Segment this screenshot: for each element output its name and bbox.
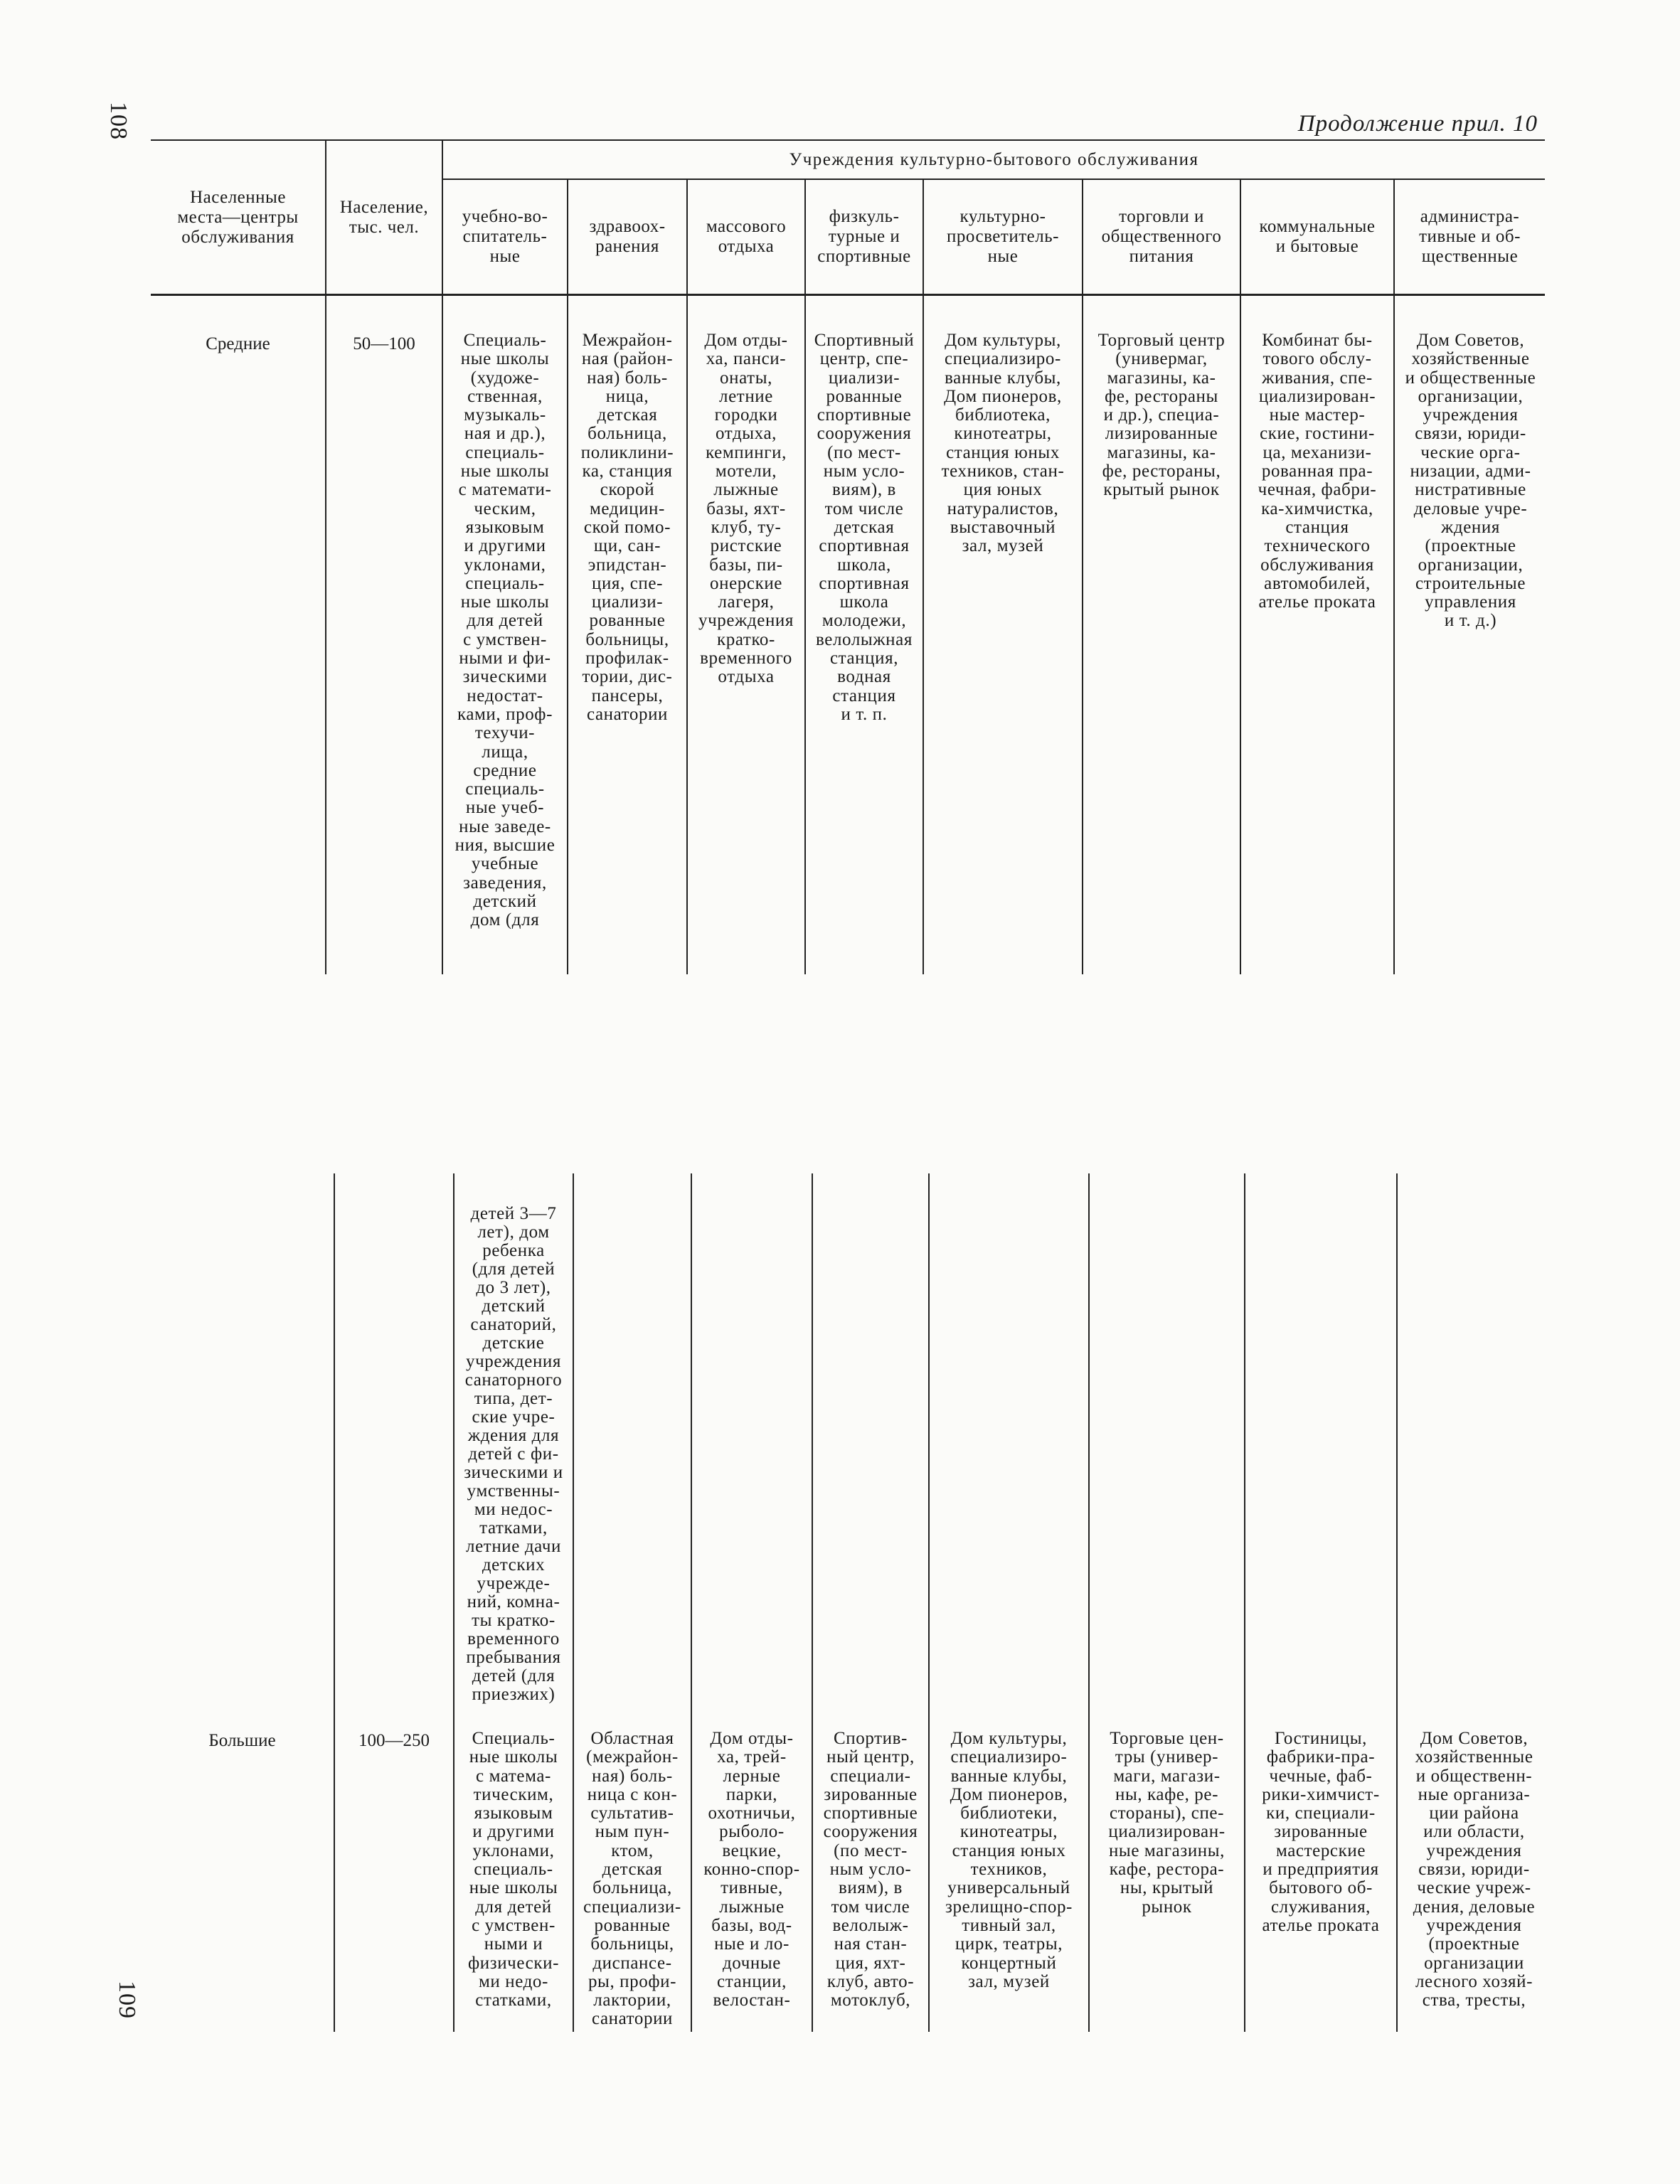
cell-large-cultural: Дом культуры, специализиро- ванные клубы, Дом пионеров, библиотеки, кинотеатры, станция юных техников, универсальный зрелищно-спор- тивный зал, цирк, театры, концертный зал, музей <box>945 1729 1073 1991</box>
continuation-caption: Продолжение прил. 10 <box>1297 111 1538 137</box>
header-col-communal: коммунальные и бытовые <box>1259 217 1376 256</box>
header-institutions-group: Учреждения культурно-бытового обслуживания <box>789 149 1199 169</box>
cell-medium-recreation: Дом отды- ха, панси- онаты, летние городки отдыха, кемпинги, мотели, лыжные базы, яхт- клуб, ту- ристские базы, пи- онерские лагеря, учреждения кратко- временного отдыха <box>698 331 794 687</box>
column-divider <box>334 1173 335 2032</box>
cell-large-trade: Торговые цен- тры (универ- маги, магази- ны, кафе, ре- стораны), спе- циализирован- ные магазины, кафе, рестора- ны, крытый рынок <box>1108 1729 1226 1917</box>
header-settlements: Населенные места—центры обслуживания <box>177 187 299 247</box>
header-col-cultural: культурно- просветитель- ные <box>947 207 1059 266</box>
row-label-medium: Средние <box>206 334 270 353</box>
cell-large-communal: Гостиницы, фабрики-пра- чечные, фаб- рики-химчист- ки, специали- зированные мастерские и предприятия бытового об- служивания, ателье проката <box>1262 1729 1380 1935</box>
header-col-sports: физкуль- турные и спортивные <box>817 207 911 266</box>
cell-large-administrative: Дом Советов, хозяйственные и общественн- ные организа- ции района или области, учреждения связи, юриди- ческие учреж- дения, деловые учреждения (проектные организации лесного хозяй- ства, тресты, <box>1413 1729 1536 2010</box>
column-divider <box>1082 179 1083 974</box>
cell-medium-trade: Торговый центр (универмаг, магазины, ка- фе, рестораны и др.), специа- лизированные магазины, ка- фе, рестораны, крытый рынок <box>1097 331 1226 500</box>
header-col-administrative: администра- тивные и об- щественные <box>1419 207 1521 266</box>
header-col-health: здравоох- ранения <box>589 217 666 256</box>
cell-medium-educational: Специаль- ные школы (художе- ственная, музыкаль- ная и др.), специаль- ные школы с математи- ческим, языковым и другими уклонами, специаль- ные школы для детей с умствен- ными и фи- зическими недостат- ками, проф- техучи- лища, средние специаль- ные учеб- ные заведе- ния, высшие учебные заведения, детский дом (для <box>454 331 555 930</box>
cell-medium-communal: Комбинат бы- тового обслу- живания, спе- циализирован- ные мастер- ские, гостини- ца, механизи- рованная пра- чечная, фабри- ка-химчистка, станция технического обслуживания автомобилей, ателье проката <box>1258 331 1377 612</box>
cell-large-recreation: Дом отды- ха, трей- лерные парки, охотничьи, рыболо- вецкие, конно-спор- тивные, лыжные базы, вод- ные и ло- дочные станции, велостан- <box>703 1729 800 2010</box>
cell-medium-educational-continued: детей 3—7 лет), дом ребенка (для детей до 3 лет), детский санаторий, детские учреждения санаторного типа, дет- ские учре- ждения для детей с фи- зическими и умственны- ми недос- татками, летние дачи детских учрежде- ний, комна- ты кратко- временного пребывания детей (для приезжих) <box>464 1204 563 1704</box>
cell-medium-administrative: Дом Советов, хозяйственные и общественные организации, учреждения связи, юриди- ческие орга- низации, адми- нистративные деловые учре- ждения (проектные организации, строительные управления и т. д.) <box>1405 331 1536 631</box>
header-population: Население, тыс. чел. <box>339 197 429 237</box>
cell-large-educational: Специаль- ные школы с матема- тическим, языковым и другими уклонами, специаль- ные школы для детей с умствен- ными и физически- ми недо- статками, <box>467 1729 560 2010</box>
cell-medium-health: Межрайон- ная (район- ная) боль- ница, детская больница, поликлини- ка, станция скорой медицин- ской помо- щи, сан- эпидстан- ция, спе- циализи- рованные больницы, профилак- тории, дис- пансеры, санатории <box>580 331 674 724</box>
row-population-medium: 50—100 <box>353 334 415 353</box>
page-number-bottom: 109 <box>114 1981 140 2019</box>
row-label-large: Большие <box>208 1731 276 1750</box>
cell-large-sports: Спортив- ный центр, специали- зированные спортивные сооружения (по мест- ным усло- виям), в том числе велолыж- ная стан- ция, яхт- клуб, авто- мотоклуб, <box>823 1729 918 2010</box>
cell-medium-cultural: Дом культуры, специализиро- ванные клубы, Дом пионеров, библиотека, кинотеатры, станция юных техников, стан- ция юных натуралистов, выставочный зал, музей <box>941 331 1065 556</box>
cell-medium-sports: Спортивный центр, спе- циализи- рованные спортивные сооружения (по мест- ным усло- виям), в том числе детская спортивная школа, спортивная школа молодежи, велолыжная станция, водная станция и т. п. <box>814 331 915 724</box>
header-bottom-rule <box>151 294 1545 296</box>
header-col-trade: торговли и общественного питания <box>1101 207 1222 266</box>
column-divider <box>923 179 924 974</box>
header-col-educational: учебно-во- спитатель- ные <box>462 207 548 266</box>
row-population-large: 100—250 <box>358 1731 430 1750</box>
page-number-top: 108 <box>105 102 132 140</box>
header-col-recreation: массового отдыха <box>706 217 787 256</box>
cell-large-health: Областная (межрайон- ная) боль- ница с кон- сультатив- ным пун- ктом, детская больница, специализи- рованные больницы, диспансе- ры, профи- лактории, санатории <box>583 1729 681 2029</box>
